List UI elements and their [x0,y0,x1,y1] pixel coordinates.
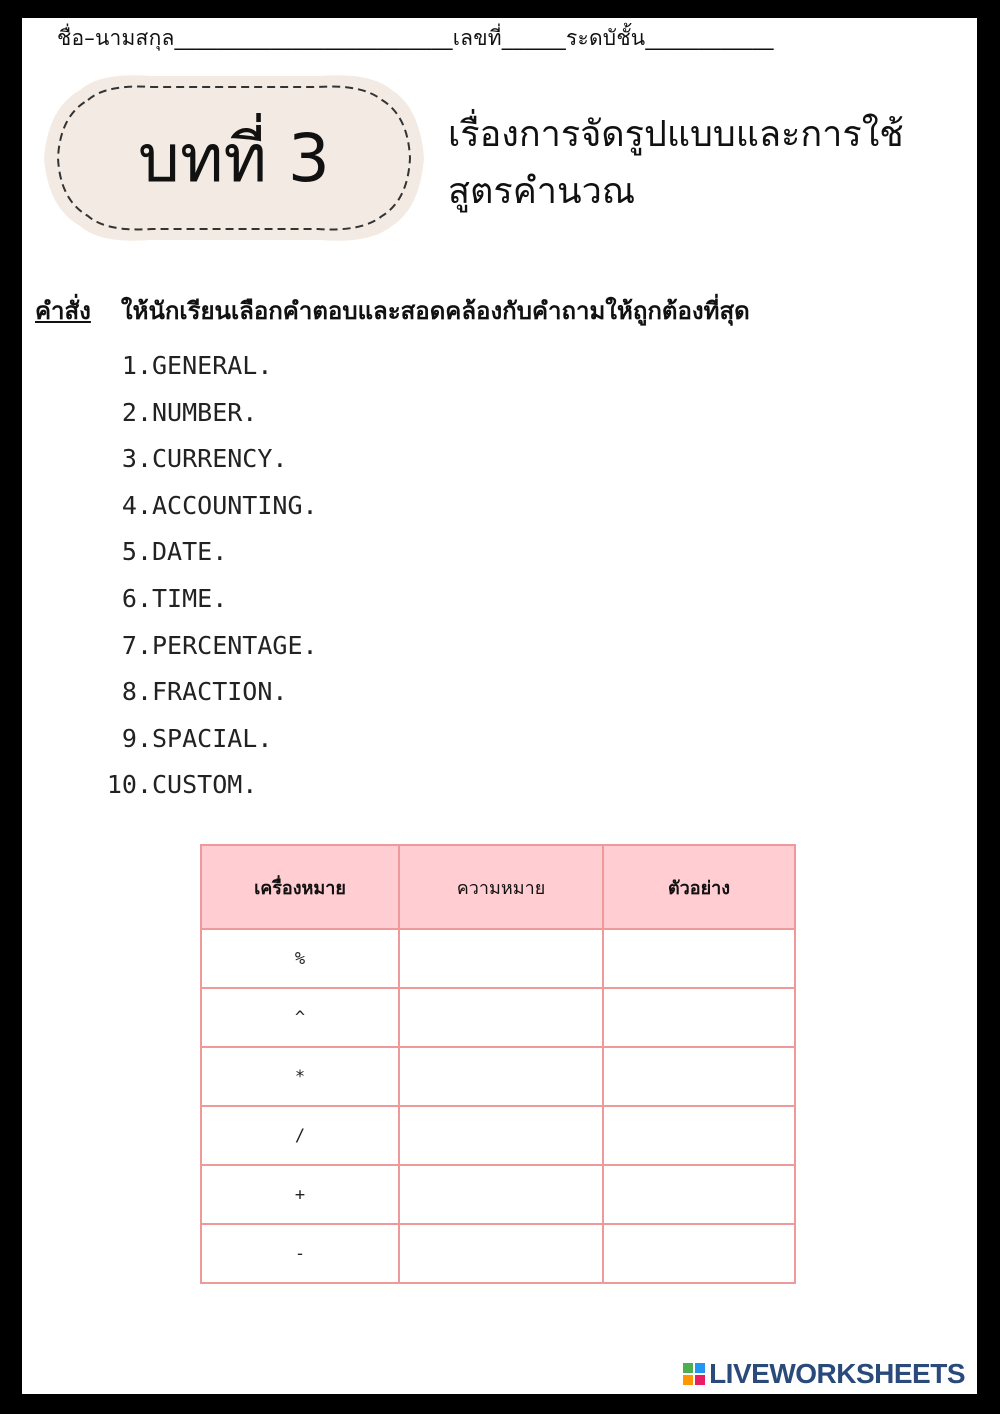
options-list [94,343,318,809]
list-item: 2.NUMBER. [121,397,258,427]
table-row [201,1224,795,1283]
example-answer-cell[interactable] [603,1224,795,1283]
meaning-answer-cell[interactable] [399,929,603,988]
instruction [35,291,750,330]
meaning-answer-cell[interactable] [399,1224,603,1283]
example-answer-cell[interactable] [603,1047,795,1106]
symbol-cell: / [201,1106,399,1165]
symbol-cell: ^ [201,988,399,1047]
list-item: 3.CURRENCY. [121,444,288,474]
lesson-title: เรื่องการจัดรูปแบบและการใช้สูตรคำนวณ [448,114,904,212]
example-answer-cell[interactable] [603,1106,795,1165]
chapter-title: บทที่ 3 [138,119,330,197]
table-row [201,1165,795,1224]
list-item: 9.SPACIAL. [121,723,273,753]
student-info-line: ชื่อ–นามสกุล__________________________เลขที่______ระดบัชั้น____________ [57,26,774,50]
list-item: 10.CUSTOM. [106,770,258,800]
symbol-cell: * [201,1047,399,1106]
liveworksheets-logo[interactable] [683,1358,965,1390]
meaning-answer-cell[interactable] [399,1165,603,1224]
meaning-answer-cell[interactable] [399,1047,603,1106]
table-row [201,988,795,1047]
meaning-answer-cell[interactable] [399,988,603,1047]
example-answer-cell[interactable] [603,988,795,1047]
symbol-cell: + [201,1165,399,1224]
header-example: ตัวอย่าง [603,845,795,929]
table-row [201,929,795,988]
logo-mark-icon [683,1363,705,1385]
list-item: 4.ACCOUNTING. [121,490,318,520]
list-item: 7.PERCENTAGE. [121,630,318,660]
symbol-cell: % [201,929,399,988]
list-item: 1.GENERAL. [121,351,273,380]
list-item: 6.TIME. [121,583,228,613]
list-item: 5.DATE. [121,537,228,567]
meaning-answer-cell[interactable] [399,1106,603,1165]
list-item: 8.FRACTION. [121,677,288,707]
worksheet-page [22,18,977,1394]
instruction-label: คำสั่ง [35,297,91,325]
symbol-cell: - [201,1224,399,1283]
chapter-badge [40,68,428,248]
example-answer-cell[interactable] [603,1165,795,1224]
example-answer-cell[interactable] [603,929,795,988]
symbol-table [200,844,796,1284]
instruction-text: ให้นักเรียนเลือกคำตอบและสอดคล้องกับคำถามให้ถูกต้องที่สุด [120,297,750,325]
table-row [201,1047,795,1106]
logo-text: LIVEWORKSHEETS [709,1358,965,1389]
header-meaning: ความหมาย [399,845,603,929]
table-row [201,1106,795,1165]
symbol-table-wrapper [200,844,796,1284]
header-symbol: เครื่องหมาย [201,845,399,929]
